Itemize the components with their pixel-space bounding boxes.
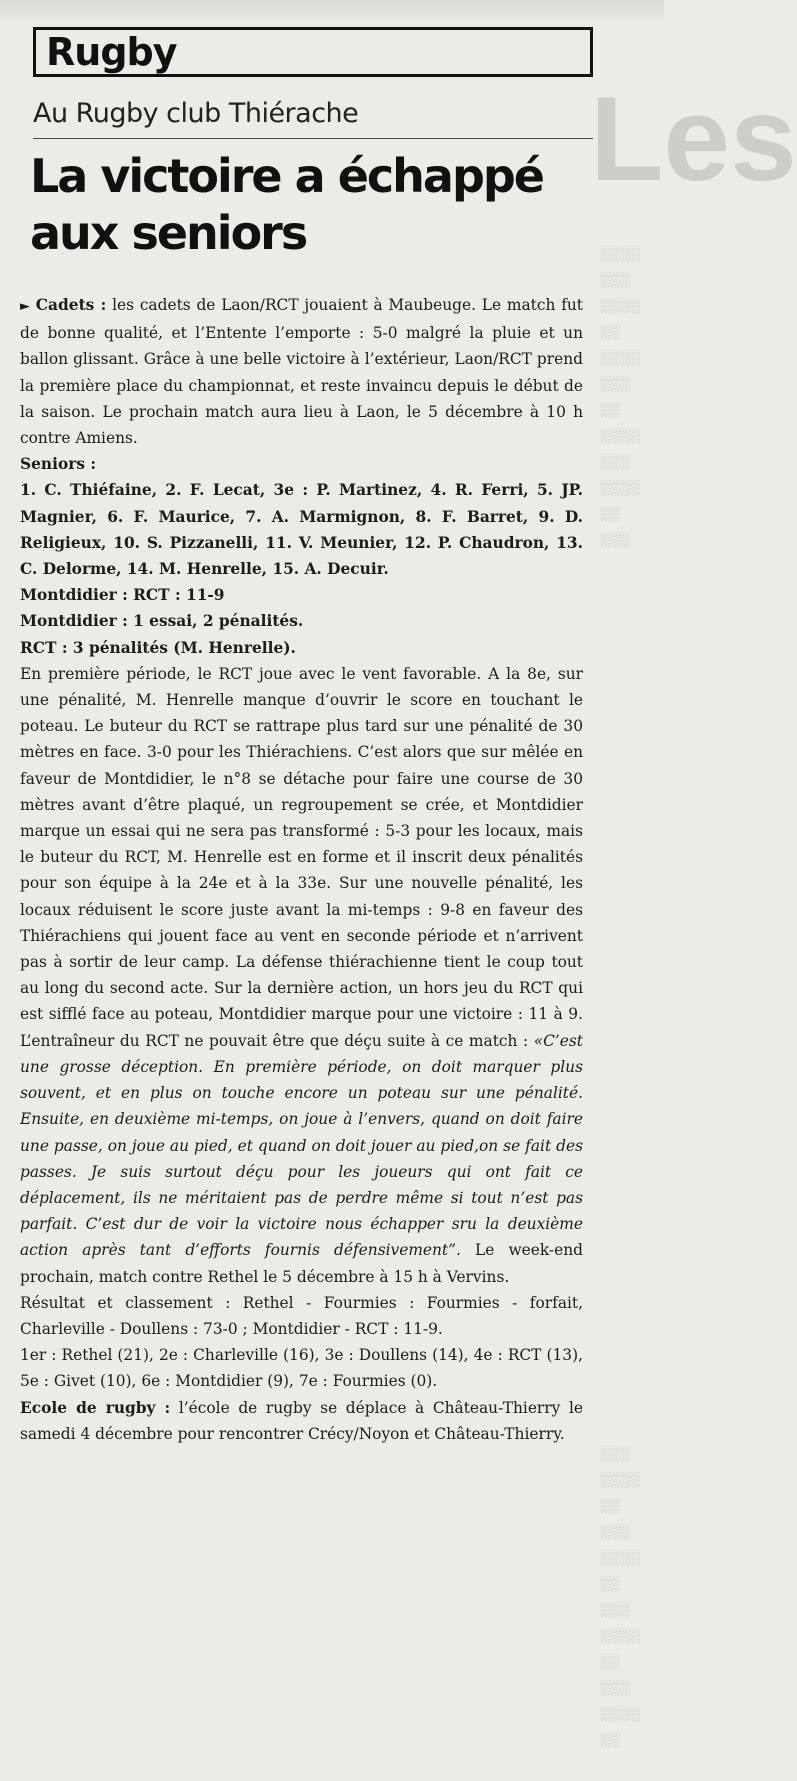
headline: La victoire a échappé aux seniors <box>30 149 544 260</box>
seniors-lineup: 1. C. Thiéfaine, 2. F. Lecat, 3e : P. Martinez, 4. R. Ferri, 5. JP. Magnier, 6. F. Maurice, 7. A. Marmignon, 8. F. Barret, 9. D. Religieux, 10. S. Pizzanelli, 11. V. Meunier, 12. P. Chaudron, 13. C. Delorme, 14. M. Henrelle, 15. A. Decuir. <box>20 481 583 579</box>
match-score: Montdidier : RCT : 11-9 <box>20 586 225 605</box>
article-body <box>20 292 583 1447</box>
adjacent-column-bleed: ░░░ ░░░░ ░░ ░░░ ░░░░ ░░ ░░░ ░░░░ ░░ ░░░ ░░░░ ░░ <box>600 1445 640 1747</box>
ecole-label: Ecole de rugby : <box>20 1398 171 1417</box>
adjacent-article-bleed: Les <box>590 72 797 206</box>
rct-summary: RCT : 3 pénalités (M. Henrelle). <box>20 638 296 657</box>
montdidier-summary: Montdidier : 1 essai, 2 pénalités. <box>20 612 304 631</box>
standings-line: 1er : Rethel (21), 2e : Charleville (16), 3e : Doullens (14), 4e : RCT (13), 5e : Givet (10), 6e : Montdidier (9), 7e : Fourmies (0). <box>20 1346 583 1391</box>
scan-edge <box>0 0 664 22</box>
adjacent-column-bleed: ░░░░ ░░░ ░░░░ ░░ ░░░░ ░░░ ░░ ░░░░ ░░░ ░░░░ ░░ ░░░ <box>600 245 640 547</box>
next-match: Le week-end prochain, match contre Rethel le 5 décembre à 15 h à Vervins. <box>20 1241 583 1286</box>
results-line: Résultat et classement : Rethel - Fourmies : Fourmies - forfait, Charleville - Doullens : 73-0 ; Montdidier - RCT : 11-9. <box>20 1293 583 1338</box>
cadets-text: les cadets de Laon/RCT jouaient à Maubeuge. Le match fut de bonne qualité, et l’Entente l’emporte : 5-0 malgré la pluie et un ballon glissant. Grâce à une belle victoire à l’extérieur, Laon/RCT prend la première place du championnat, et reste invaincu depuis le début de la saison. Le prochain match aura lieu à Laon, le 5 décembre à 10 h contre Amiens. <box>20 296 583 448</box>
match-narrative: En première période, le RCT joue avec le vent favorable. A la 8e, sur une pénalité, M. Henrelle manque d’ouvrir le score en touchant le poteau. Le buteur du RCT se rattrape plus tard sur une pénalité de 30 mètres en face. 3-0 pour les Thiérachiens. C’est alors que sur mêlée en faveur de Montdidier, le n°8 se détache pour faire une course de 30 mètres avant d’être plaqué, un regroupement se crée, et Montdidier marque un essai qui ne sera pas transformé : 5-3 pour les locaux, mais le buteur du RCT, M. Henrelle est en forme et il inscrit deux pénalités pour son équipe à la 24e et à la 33e. Sur une nouvelle pénalité, les locaux réduisent le score juste avant la mi-temps : 9-8 en faveur des Thiérachiens qui jouent face au vent en seconde période et n’arrivent pas à sortir de leur camp. La défense thiérachienne tient le coup tout au long du second acte. Sur la dernière action, un hors jeu du RCT qui est sifflé face au poteau, Montdidier marque pour une victoire : 11 à 9. L’entraîneur du RCT ne pouvait être que déçu suite à ce match : <box>20 664 583 1050</box>
rubric-box <box>33 27 593 77</box>
kicker: Au Rugby club Thiérache <box>33 98 359 129</box>
coach-quote: «C’est une grosse déception. En première période, on doit marquer plus souvent, et en plus on touche encore un poteau sur une pénalité. Ensuite, en deuxième mi-temps, on joue à l’envers, quand on doit faire une passe, on joue au pied, et quand on doit jouer au pied,on se fait des passes. Je suis surtout déçu pour les joueurs qui ont fait ce déplacement, ils ne méritaient pas de perdre même si tout n’est pas parfait. C’est dur de voir la victoire nous échapper sru la deuxième action après tant d’efforts fournis défensivement”. <box>20 1031 583 1260</box>
ecole-text: l’école de rugby se déplace à Château-Thierry le samedi 4 décembre pour rencontrer Crécy/Noyon et Château-Thierry. <box>20 1398 583 1443</box>
rubric-title: Rugby <box>46 30 177 74</box>
triangle-right-icon: ► <box>20 299 30 314</box>
cadets-label: Cadets : <box>35 296 107 314</box>
ecole-paragraph <box>20 1395 583 1447</box>
match-report <box>20 661 583 1290</box>
cadets-paragraph <box>20 292 583 451</box>
divider <box>33 138 593 139</box>
seniors-label: Seniors : <box>20 455 97 474</box>
